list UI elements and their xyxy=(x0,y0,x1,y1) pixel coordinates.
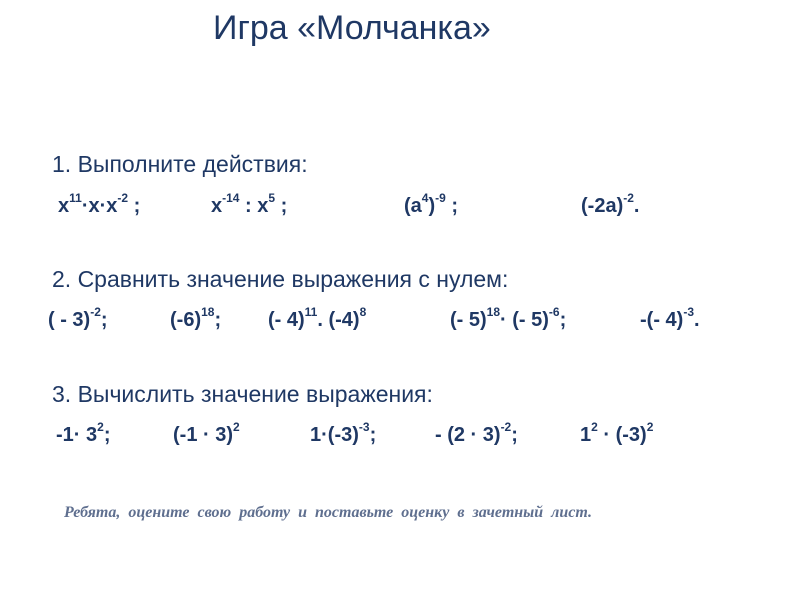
exponent: 18 xyxy=(201,305,215,320)
task1-expression: $x^{11}\cdot x\cdot x^{-2}$ ; xyxy=(58,191,141,217)
exponent: 8 xyxy=(359,305,367,320)
note-text: Ребята, оцените свою работу и поставьте оценку в зачетный лист. xyxy=(64,504,592,521)
exponent: 2 xyxy=(97,420,104,435)
slide-title: Игра «Молчанка» xyxy=(213,9,491,47)
task1-expression: $(-2a)^{-2}$. xyxy=(581,191,640,217)
exponent: -2 xyxy=(90,305,101,320)
task3-expression: $(-1 \cdot 3)^2$ xyxy=(173,420,240,446)
task2-heading: 2. Сравнить значение выражения с нулем: xyxy=(52,266,509,292)
exponent: -6 xyxy=(548,305,560,320)
exponent: 18 xyxy=(486,305,501,320)
task2-expression: (- 5)$^{18}$· (- 5)$^{-6}$; xyxy=(450,305,567,331)
exponent: 5 xyxy=(268,191,276,206)
exponent: -14 xyxy=(222,191,240,206)
task2-expression: (- 4)$^{11}$. $(-4)^8$ xyxy=(268,305,367,331)
exponent: 2 xyxy=(233,420,240,435)
task3-expression: $1\cdot(-3)^{-3}$; xyxy=(310,420,377,446)
exponent: -3 xyxy=(683,305,694,320)
exponent: 11 xyxy=(304,305,318,320)
task2-expression: ( - 3)$^{-2}$; xyxy=(48,305,108,331)
exponent: -2 xyxy=(117,191,129,206)
exponent: -9 xyxy=(435,191,446,206)
exponent: 4 xyxy=(421,191,429,206)
exponent: -2 xyxy=(500,420,512,435)
exponent: 2 xyxy=(591,420,598,435)
exponent: 11 xyxy=(69,191,82,206)
task3-expression: - $(2 \cdot 3)^{-2}$; xyxy=(435,420,518,446)
task2-expression: $(-6)^{18}$; xyxy=(170,305,222,331)
task2-expression: -(- 4)$^{-3}$. xyxy=(640,305,700,331)
task1-expression: $x^{-14}$ : $x^5$ ; xyxy=(211,191,288,217)
exponent: -2 xyxy=(623,191,634,206)
task3-heading: 3. Вычислить значение выражения: xyxy=(52,381,433,407)
exponent: -3 xyxy=(358,420,370,435)
task1-heading: 1. Выполните действия: xyxy=(52,151,308,177)
task1-expression: $(a^4)^{-9}$ ; xyxy=(404,191,459,217)
task3-expression: $1^2 \cdot (-3)^2$ xyxy=(580,420,654,446)
exponent: 2 xyxy=(646,420,654,435)
task3-expression: $-1\cdot 3^2$; xyxy=(56,420,111,446)
